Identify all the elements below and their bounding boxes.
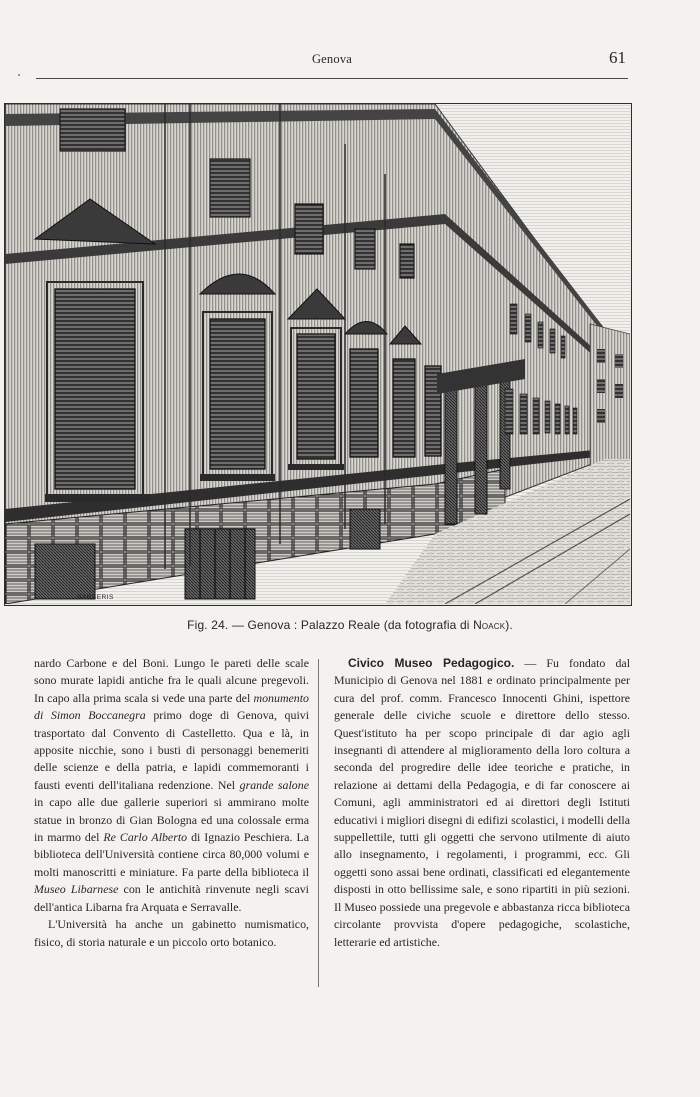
text-run: in capo alle due gallerie superiori si ammirano molte statue in bronzo di Gian Bologna ed una colossale erma in marmo del bbox=[34, 795, 309, 845]
text-run: con le antichità rinvenute negli scavi dell'antica Libarna fra Arquata e Serravalle. bbox=[34, 882, 309, 914]
engraving-illustration bbox=[5, 104, 630, 604]
text-run: — Fu fondato dal Municipio di Genova nel 1881 e ordinato principalmente per cura del prof. comm. Francesco Innocenti Ghini, ispettore generale delle civiche scuole e direttore dello stesso. Quest'istituto ha per scopo principale di dar agio agli insegnanti di attendere al miglioramento della loro coltura a seconda del progredire delle idee teoriche e pratiche, in relazione ai dettami della Pedagogia, e di far conoscere ai Comuni, agli amministratori ed ai direttori degli Istituti educativi i migliori disegni di edifizi scolastici, i modelli della suppellettile, tutti gli oggetti che servono utilmente di aiuto allo insegnamento, i regolamenti, i programmi, ecc. Gli oggetti sono assai bene ordinati, classificati ed elegantemente disposti in otto bellissime sale, e sono ripartiti in più sezioni. Il Museo possiede una pregevole e abbastanza ricca biblioteca circolante provvista d'opere pedagogiche, scolastiche, letterarie ed artistiche. bbox=[334, 656, 630, 949]
italic-run: Re Carlo Alberto bbox=[103, 830, 188, 845]
text-run: nardo Carbone e del Boni. Lungo le pareti delle scale sono murate lapidi antiche fra le quali alcune pregevoli. In capo alla prima scala si vede una parte del bbox=[34, 656, 309, 705]
text-run: primo doge di Genova, quivi trasportato dal Convento di Castelletto. Qua e là, in apposite nicchie, sono i busti di personaggi benemeriti delle scienze e della patria, e lapidi commemoranti i fausti eventi dell'italiana redenzione. Nel bbox=[34, 708, 309, 792]
two-column-text bbox=[34, 655, 630, 995]
paragraph-museo-pedagogico bbox=[334, 655, 630, 951]
left-column bbox=[34, 655, 309, 951]
text-run: di Ignazio Peschiera. La biblioteca dell'Università contiene circa 80,000 volumi e molti manoscritti e miniature. Fa parte della biblioteca il bbox=[34, 830, 309, 879]
figure-caption bbox=[0, 618, 700, 632]
engraving-palazzo-reale bbox=[4, 103, 632, 606]
paragraph-university-library bbox=[34, 655, 309, 916]
caption-suffix: ). bbox=[505, 618, 513, 632]
section-heading: Civico Museo Pedagogico. bbox=[348, 656, 515, 670]
margin-dot bbox=[18, 74, 20, 76]
caption-prefix: Fig. 24. — Genova : Palazzo Reale (da fotografia di bbox=[187, 618, 474, 632]
running-title: Genova bbox=[311, 52, 353, 66]
column-divider bbox=[318, 659, 319, 987]
italic-run: grande salone bbox=[239, 777, 309, 792]
engraver-signature: BARBERIS bbox=[77, 594, 114, 601]
page-number: 61 bbox=[609, 48, 626, 67]
paragraph-university-cabinets: L'Università ha anche un gabinetto numismatico, fisico, di storia naturale e un piccolo orto botanico. bbox=[34, 917, 309, 949]
running-header bbox=[36, 44, 628, 79]
italic-run: Museo Libarnese bbox=[34, 882, 119, 897]
caption-credit: Noack bbox=[473, 618, 506, 632]
italic-run: monumento di Simon Boccanegra bbox=[34, 690, 309, 723]
right-column bbox=[334, 655, 630, 951]
